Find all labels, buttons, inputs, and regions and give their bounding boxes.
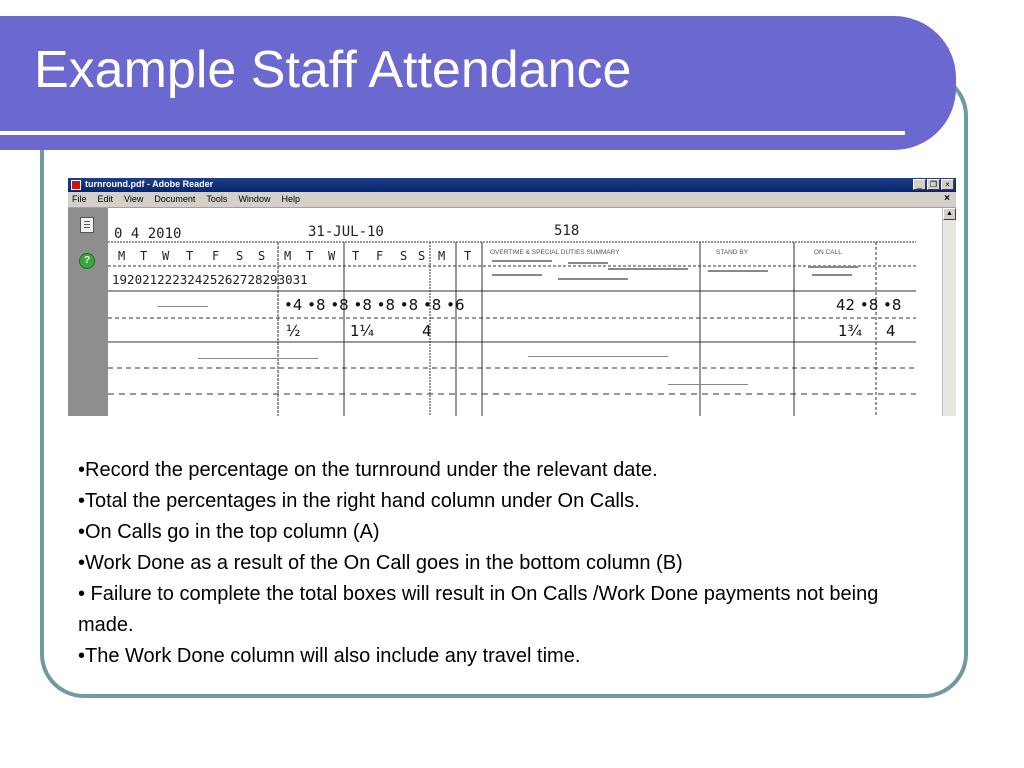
minimize-button[interactable]: _ — [913, 179, 926, 190]
menu-help[interactable]: Help — [281, 194, 300, 204]
pdf-file-icon — [71, 180, 81, 190]
day-w2-0: M — [284, 249, 292, 263]
form-grid — [108, 242, 916, 416]
slide-title: Example Staff Attendance — [34, 41, 632, 99]
bullet-4: •Work Done as a result of the On Call goes in the bottom column (B) — [78, 552, 683, 574]
vertical-scrollbar[interactable] — [942, 208, 956, 416]
menu-view[interactable]: View — [124, 194, 144, 204]
row-a-percentages: •4 •8 •8 •8 •8 •8 •8 •6 — [284, 296, 465, 314]
day-w2-5: S — [400, 249, 408, 263]
reader-menu-bar — [68, 192, 956, 208]
title-underline — [0, 131, 905, 135]
day-w3-1: T — [464, 249, 472, 263]
scanned-turnround-form — [108, 208, 942, 416]
dates-row: 19202122232425262728293031 — [112, 272, 308, 287]
menu-tools[interactable]: Tools — [206, 194, 228, 204]
bullet-6: •The Work Done column will also include any travel time. — [78, 645, 581, 667]
day-w2-3: T — [352, 249, 360, 263]
document-close-icon[interactable]: × — [944, 193, 950, 204]
day-letters — [118, 249, 471, 263]
instructions-list — [78, 455, 918, 672]
bullet-3: •On Calls go in the top column (A) — [78, 521, 380, 543]
day-w2-1: T — [306, 249, 314, 263]
menu-document[interactable]: Document — [154, 194, 196, 204]
turnround-form-scan — [108, 208, 942, 416]
bullet-2: •Total the percentages in the right hand column under On Calls. — [78, 490, 640, 512]
day-w2-2: W — [328, 249, 336, 263]
row-b-value-1: ½ — [286, 322, 301, 340]
day-w1-1: T — [140, 249, 148, 263]
window-controls — [913, 179, 954, 190]
day-w2-6: S — [418, 249, 426, 263]
day-w1-3: T — [186, 249, 194, 263]
help-icon[interactable]: ? — [79, 253, 95, 269]
overtime-header: OVERTIME & SPECIAL DUTIES SUMMARY — [490, 249, 620, 256]
menu-window[interactable]: Window — [238, 194, 271, 204]
day-w1-6: S — [258, 249, 266, 263]
standby-header: STAND BY — [716, 249, 749, 256]
day-w3-0: M — [438, 249, 446, 263]
row-b-value-3: 4 — [422, 322, 432, 340]
reader-navigation-pane — [68, 208, 108, 416]
reader-title-bar — [68, 178, 956, 192]
day-w1-0: M — [118, 249, 126, 263]
restore-button[interactable]: ❐ — [927, 179, 940, 190]
reader-window-title: turnround.pdf - Adobe Reader — [85, 179, 214, 189]
row-b-value-2: 1¼ — [350, 322, 375, 340]
total-a: 42 •8 •8 — [836, 296, 902, 314]
bullet-5: • Failure to complete the total boxes will result in On Calls /Work Done payments not being made. — [78, 583, 879, 636]
close-button[interactable]: × — [941, 179, 954, 190]
total-b-1: 1¾ — [838, 322, 863, 340]
scroll-up-arrow-icon[interactable]: ▲ — [943, 208, 956, 220]
day-w1-2: W — [162, 249, 170, 263]
form-number: 518 — [554, 223, 580, 239]
menu-file[interactable]: File — [72, 194, 87, 204]
adobe-reader-screenshot — [68, 178, 956, 416]
bullet-1: •Record the percentage on the turnround under the relevant date. — [78, 459, 658, 481]
day-w1-5: S — [236, 249, 244, 263]
total-b-2: 4 — [886, 322, 896, 340]
form-ref-code: 0 4 2010 — [114, 226, 182, 242]
menu-edit[interactable]: Edit — [97, 194, 114, 204]
day-w2-4: F — [376, 249, 384, 263]
form-date: 31-JUL-10 — [308, 224, 384, 240]
pages-icon[interactable] — [80, 217, 94, 233]
day-w1-4: F — [212, 249, 220, 263]
oncall-header: ON CALL — [814, 249, 842, 256]
